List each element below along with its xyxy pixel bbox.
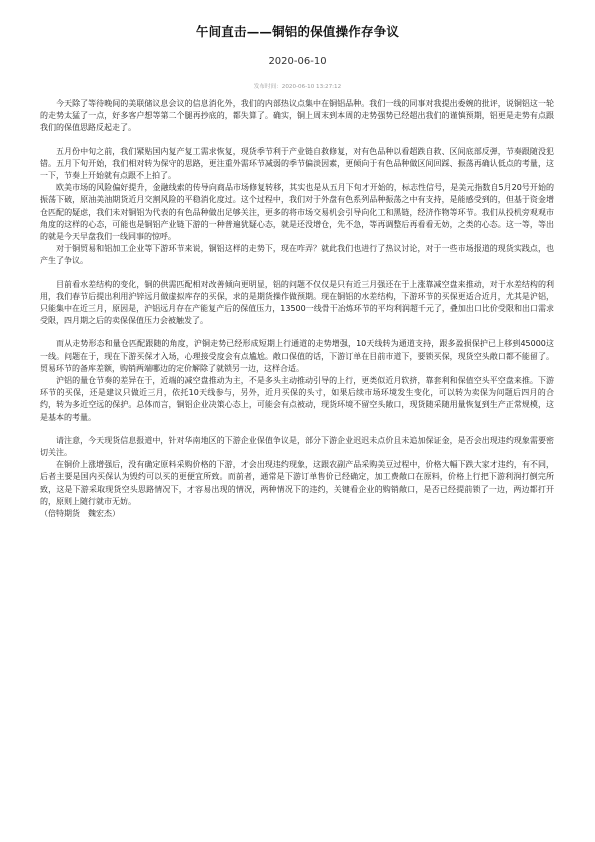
article-body bbox=[40, 98, 554, 520]
paragraph: 而从走势形态和量仓匹配跟随的角度，沪铜走势已经形成短期上行通道的走势增强，10天线转为通道支持，跟多盈损保护已上移到45000这一线。问题在于，现在下游买保才入场，心理接受度会有点尴尬。敞口保值的话，下游订单在目前市道下，要锁买保，现货空头敞口都不能留了。贸易环节的备库差额，购销两端哪边的定价解除了就锁另一边，这样合适。 bbox=[40, 339, 554, 373]
paragraph: 沪铝的量仓节奏的差异在于，近端的减空盘推动为主，不是多头主动推动引导的上行，更类似近月软挤，靠套利和保值空头平空盘来推。下游环节的买保，还是建议只做近三月，依托10天线参与，另外，近月买保的头寸，如果后续市场环境发生变化，可以转为卖保为问题后四月的合约，转为多近空远的保护。总体而言，铜铝企业决策心态上，可能会有点被动，现货环境不留空头敞口，现货随采随用量恢复到生产正常规模，这是基本的考量。 bbox=[40, 376, 554, 422]
paragraph: 请注意，今天现货信息报道中，针对华南地区的下游企业保值争议是，部分下游企业迟迟未点价且未追加保证金，是否会出现违约现象需要密切关注。 bbox=[40, 435, 554, 458]
paragraph: 五月份中旬之前，我们紧贴国内复产复工需求恢复，现货季节利于产业链自救修复，对有色品种以看超跌自救、区间底部反弹，节奏跟随没犯错。五月下旬开始，我们相对转为保守的思路，更注重外需环节减弱的季节偏淡因素，更倾向于有色品种做区间回踩、振荡再确认低点的考量，这一下，节奏上开始就有点跟不上拍了。 bbox=[40, 146, 554, 181]
author-signature: （倍特期货 魏宏杰） bbox=[40, 509, 120, 519]
publish-time: 发布时间：2020-06-10 13:27:12 bbox=[253, 84, 342, 90]
article-title: 午间直击——铜铝的保值操作存争议 bbox=[195, 24, 400, 39]
paragraph: 目前看水差结构的变化，铜的供需匹配相对改善倾向更明显，铝的问题不仅仅是只有近三月强还在于上涨靠减空盘来推动，对于水差结构的利用，我们春节后提出利用沪锌远月做虚拟库存的买保，求的是期货操作做预期。现在铜铝的水差结构，下游环节的买保更适合近月，尤其是沪铝，只能集中在近三月，原因是，沪铝远月存在产能复产后的保值压力，13500一线骨干冶炼环节的平均利润超千元了，叠加出口比价受限和出口需求受限，四月期之后的卖保保值压力会被触发了。 bbox=[40, 279, 554, 326]
paragraph: 在铜价上涨增强后，没有确定原料采购价格的下游，才会出现违约现象，这跟农副产品采购美豆过程中，价格大幅下跌大家才违约，有不同，后者主要是国内买保认为毁约可以买的更便宜所致。而前者，通常是下游订单售价已经确定，加工费敞口在原料，价格上行把下游利润打倒完所致，这是下游采取现货空头思路情况下，才容易出现的情况，两种情况下的违约，关键看企业的购销敞口，是否已经提前锁了一边，两边都打开的，原则上随行就市无妨。 bbox=[40, 460, 554, 506]
paragraph: 对于铜贸易和铝加工企业等下游环节来说，铜铝这样的走势下，现在咋弄？就此我们也进行了热议讨论，对于一些市场报道的现货实践点，也产生了争议。 bbox=[40, 244, 554, 266]
paragraph: 欧美市场的风险偏好提升，金融线索的传导向商品市场修复转移，其实也是从五月下旬才开始的，标志性信号，是美元指数自5月20号开始的振荡下破，原油美油期货近月交割风险的平稳消化度过。这个过程中，我们对于外盘有色系列品种振荡之中有支持，是能感受到的，但基于资金增仓匹配的疑虑，我们未对铜铝为代表的有色品种做出足够关注，更多的将市场交易机会引导向化工和黑链，经济作物等环节。我们从投机旁观观市角度的这样的心态，可能也是铜铝产业链下游的一种普遍犹疑心态，就是还没增仓，先不急，等再调整后再看看无妨，之类的心态。这一等，等出的就是今天早盘我们一线同事的惊呼。 bbox=[40, 183, 554, 242]
article-date: 2020-06-10 bbox=[268, 56, 327, 67]
paragraph: 今天除了等待晚间的美联储议息会议的信息消化外，我们的内部热议点集中在铜铝品种。我们一线的同事对我提出委婉的批评，说铜铝这一轮的走势太猛了一点，好多客户想等第二个腿再抄底的，都失算了。确实，铜上周末到本周的走势强势已经超出我们的谨慎预期，铝更是走势有点跟我们的保值思路反起走了。 bbox=[40, 99, 554, 133]
